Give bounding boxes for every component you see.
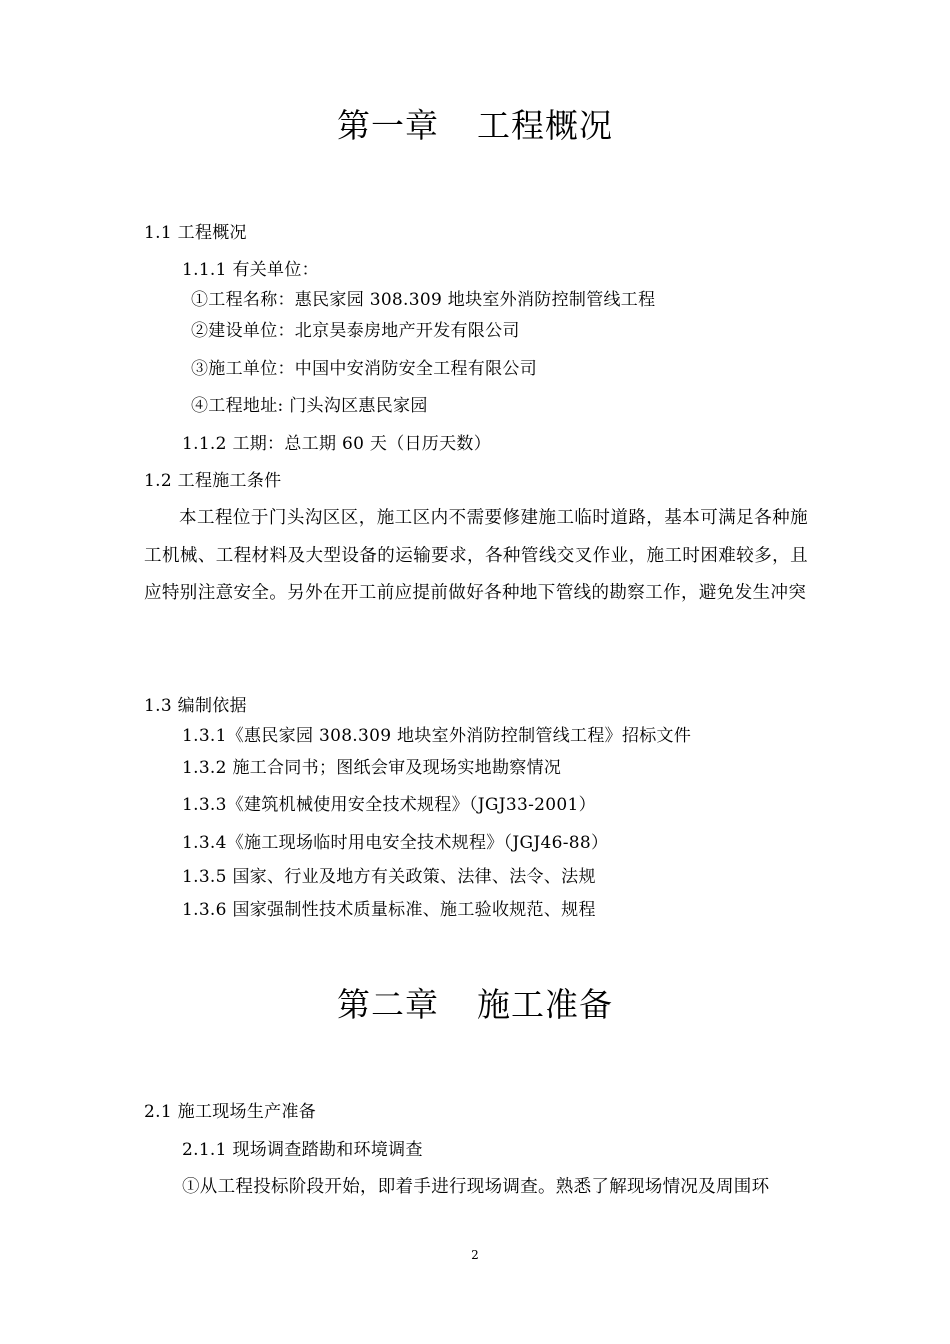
section-1-2-paragraph: 本工程位于门头沟区区，施工区内不需要修建施工临时道路，基本可满足各种施工机械、工程材料及大型设备的运输要求，各种管线交叉作业，施工时困难较多，且应特别注意安全。另外在开工前应提前做好各种地下管线的勘察工作，避免发生冲突 bbox=[144, 508, 808, 603]
basis-item: 1.3.1《惠民家园 308.309 地块室外消防控制管线工程》招标文件 bbox=[182, 726, 692, 746]
chapter-2-heading bbox=[0, 985, 950, 1025]
unit-item: ②建设单位：北京昊泰房地产开发有限公司 bbox=[191, 321, 520, 341]
section-1-3-heading: 1.3 编制依据 bbox=[144, 696, 247, 716]
section-2-1-1-paragraph: ①从工程投标阶段开始，即着手进行现场调查。熟悉了解现场情况及周围环 bbox=[182, 1177, 770, 1197]
chapter-2-title: 施工准备 bbox=[477, 985, 613, 1024]
chapter-2-number: 第二章 bbox=[337, 985, 439, 1024]
basis-item: 1.3.4《施工现场临时用电安全技术规程》（JGJ46-88） bbox=[182, 833, 609, 853]
unit-item: ③施工单位：中国中安消防安全工程有限公司 bbox=[191, 359, 537, 379]
basis-item: 1.3.3《建筑机械使用安全技术规程》（JGJ33-2001） bbox=[182, 795, 596, 815]
chapter-1-number: 第一章 bbox=[337, 106, 439, 145]
section-1-1-2-duration: 1.1.2 工期：总工期 60 天（日历天数） bbox=[182, 434, 491, 454]
chapter-1-title: 工程概况 bbox=[477, 106, 613, 145]
unit-item: ①工程名称：惠民家园 308.309 地块室外消防控制管线工程 bbox=[191, 290, 656, 310]
section-1-1-heading: 1.1 工程概况 bbox=[144, 223, 247, 243]
page-number: 2 bbox=[471, 1248, 479, 1262]
section-1-1-1-heading: 1.1.1 有关单位： bbox=[182, 260, 319, 280]
section-2-1-heading: 2.1 施工现场生产准备 bbox=[144, 1102, 317, 1122]
section-1-2-heading: 1.2 工程施工条件 bbox=[144, 471, 282, 491]
chapter-1-heading bbox=[0, 106, 950, 146]
section-2-1-1-heading: 2.1.1 现场调查踏勘和环境调查 bbox=[182, 1140, 423, 1160]
unit-item: ④工程地址: 门头沟区惠民家园 bbox=[191, 396, 428, 416]
basis-item: 1.3.2 施工合同书；图纸会审及现场实地勘察情况 bbox=[182, 758, 562, 778]
basis-item: 1.3.5 国家、行业及地方有关政策、法律、法令、法规 bbox=[182, 867, 596, 887]
basis-item: 1.3.6 国家强制性技术质量标准、施工验收规范、规程 bbox=[182, 900, 596, 920]
